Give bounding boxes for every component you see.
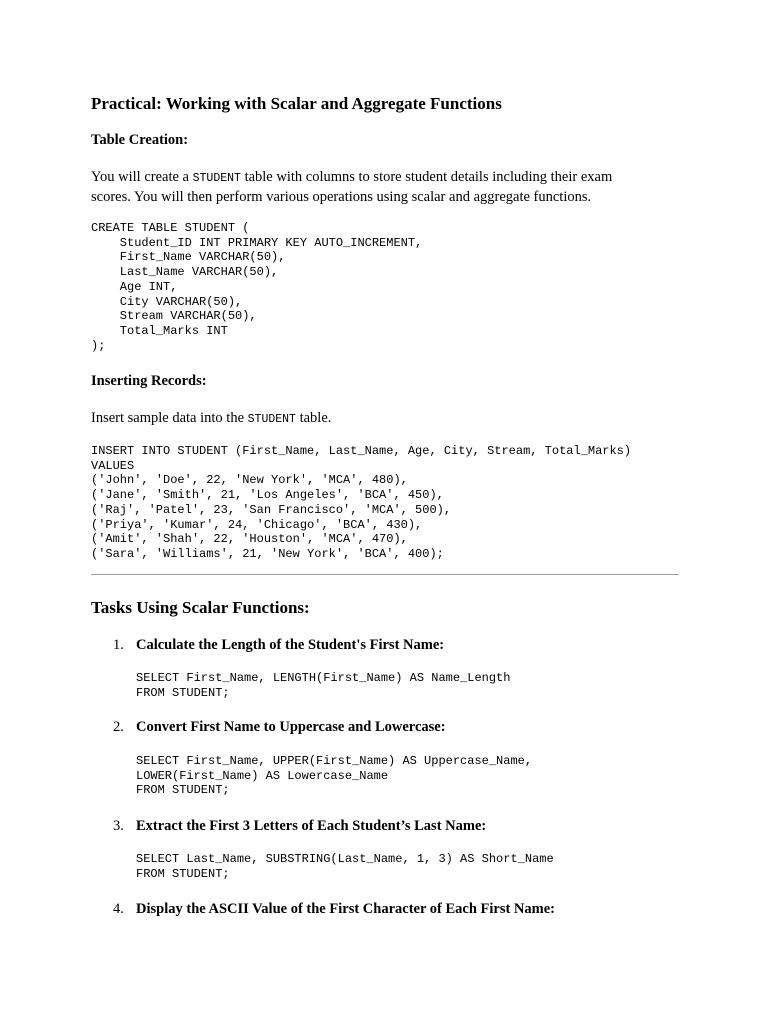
task-number: 4. <box>113 901 124 917</box>
create-table-code-block: CREATE TABLE STUDENT ( Student_ID INT PRIMARY KEY AUTO_INCREMENT, First_Name VARCHAR(50), Last_Name VARCHAR(50), Age INT, City VARCHAR(50), Stream VARCHAR(50), Total_Marks INT ); <box>91 221 423 353</box>
task-code-block: SELECT Last_Name, SUBSTRING(Last_Name, 1, 3) AS Short_Name FROM STUDENT; <box>136 852 554 881</box>
table-creation-intro <box>91 168 651 207</box>
inserting-records-intro <box>91 409 651 429</box>
task-code-block: SELECT First_Name, LENGTH(First_Name) AS Name_Length FROM STUDENT; <box>136 671 511 700</box>
task-code-block: SELECT First_Name, UPPER(First_Name) AS Uppercase_Name, LOWER(First_Name) AS Lowercase_Name FROM STUDENT; <box>136 754 533 798</box>
section-divider <box>91 574 679 575</box>
insert-text-before: Insert sample data into the <box>91 410 248 426</box>
inline-code-student: STUDENT <box>192 172 241 185</box>
task-number: 2. <box>113 719 124 735</box>
task-title: Extract the First 3 Letters of Each Student’s Last Name: <box>136 818 487 834</box>
insert-code-block: INSERT INTO STUDENT (First_Name, Last_Name, Age, City, Stream, Total_Marks) VALUES ('John', 'Doe', 22, 'New York', 'MCA', 480), ('Jane', 'Smith', 21, 'Los Angeles', 'BCA', 450), ('Raj', 'Patel', 23, 'San Francisco', 'MCA', 500), ('Priya', 'Kumar', 24, 'Chicago', 'BCA', 430), ('Amit', 'Shah', 22, 'Houston', 'MCA', 470), ('Sara', 'Williams', 21, 'New York', 'BCA', 400); <box>91 444 632 561</box>
task-number: 1. <box>113 637 124 653</box>
insert-text-after: table. <box>295 410 332 426</box>
task-title: Convert First Name to Uppercase and Lowercase: <box>136 719 446 735</box>
table-creation-heading: Table Creation: <box>91 132 189 148</box>
intro-text-before: You will create a <box>91 169 193 185</box>
page-title: Practical: Working with Scalar and Aggregate Functions <box>91 94 502 113</box>
task-title: Calculate the Length of the Student's First Name: <box>136 637 445 653</box>
inserting-records-heading: Inserting Records: <box>91 373 207 389</box>
task-number: 3. <box>113 818 124 834</box>
intro-text-after: table with columns to store student details including their exam scores. You will then perform various operations using scalar and aggregate functions. <box>91 169 613 205</box>
inline-code-student: STUDENT <box>247 413 296 426</box>
task-title: Display the ASCII Value of the First Character of Each First Name: <box>136 901 555 917</box>
scalar-tasks-heading: Tasks Using Scalar Functions: <box>91 598 310 617</box>
